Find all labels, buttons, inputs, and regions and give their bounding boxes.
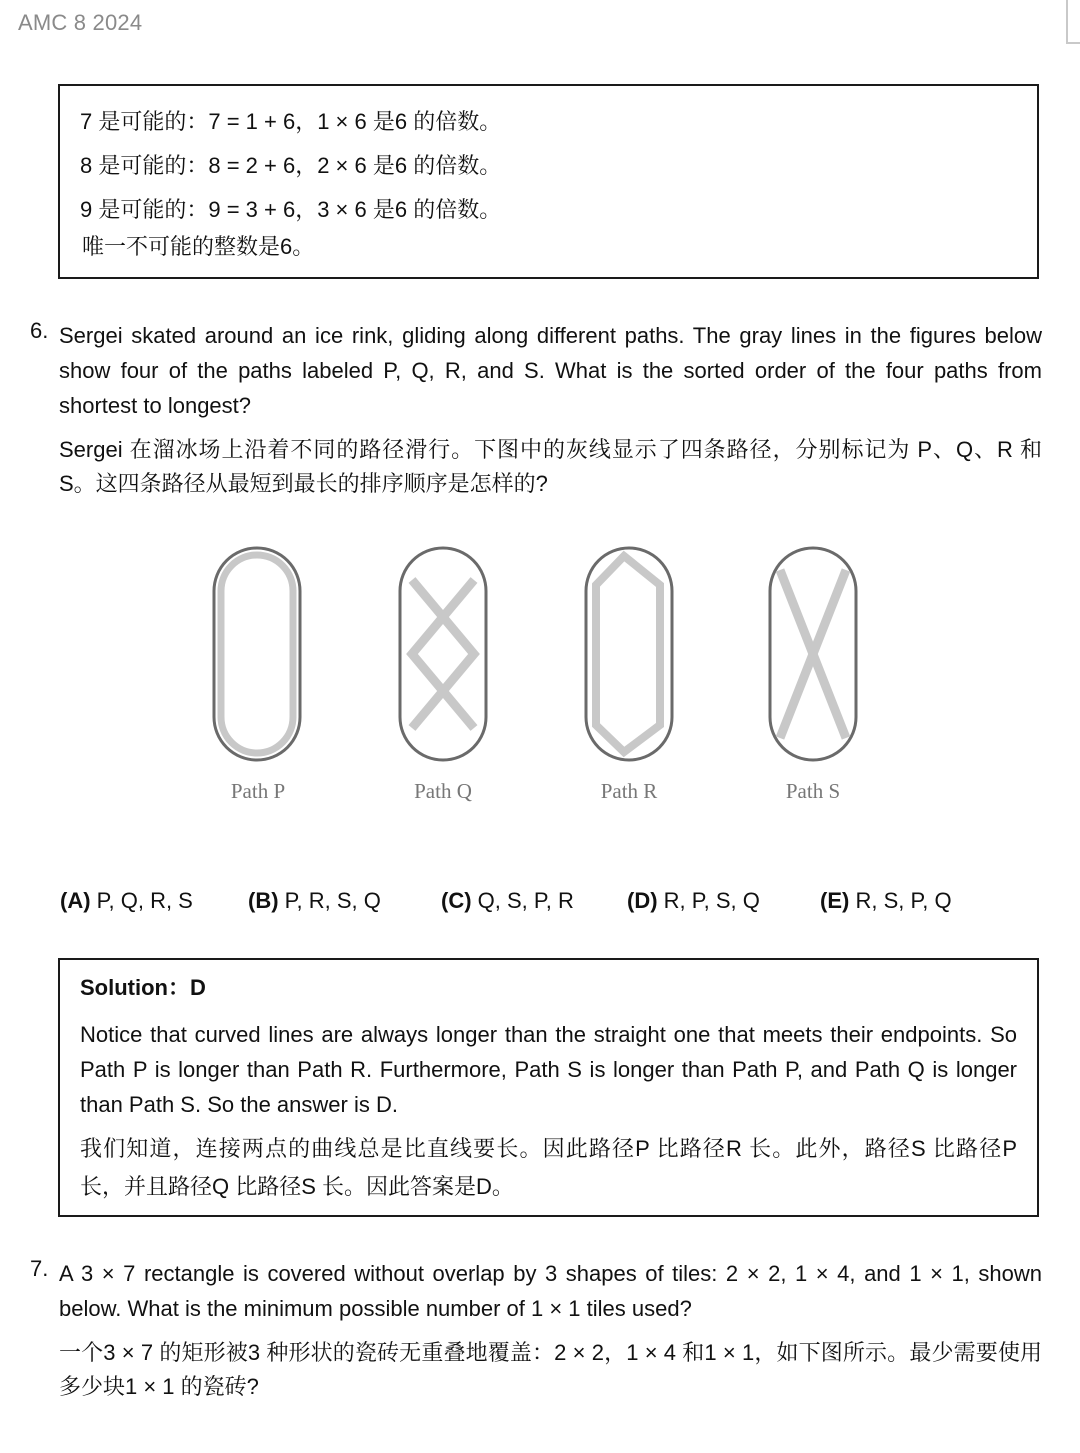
solution-line: 9 是可能的：9 = 3 + 6，3 × 6 是6 的倍数。 — [80, 197, 502, 222]
choice-letter: (A) — [60, 888, 91, 913]
path-p-label: Path P — [230, 779, 286, 803]
page-corner-mark — [1066, 0, 1080, 44]
choice-letter: (B) — [248, 888, 279, 913]
solution-title: Solution：D — [80, 975, 206, 1000]
question-text-en: Sergei skated around an ice rink, gliding along different paths. The gray lines in the figures below show four of the paths labeled P, Q, R, and S. What is the sorted order of the four paths from shortest to longest? — [59, 323, 1042, 418]
solution-line: 唯一不可能的整数是6。 — [82, 234, 315, 259]
oval-outline — [214, 548, 300, 760]
choice-d[interactable] — [627, 888, 820, 914]
question-number: 7. — [30, 1256, 49, 1281]
path-r-line — [596, 556, 660, 752]
choice-c[interactable] — [441, 888, 627, 914]
question-number: 6. — [30, 318, 49, 343]
question-text-cn: Sergei 在溜冰场上沿着不同的路径滑行。下图中的灰线显示了四条路径，分别标记为 P、Q、R 和 S。这四条路径从最短到最长的排序顺序是怎样的? — [59, 437, 1042, 496]
choice-b[interactable] — [248, 888, 441, 914]
solution-text-en: Notice that curved lines are always longer than the straight one that meets their endpoints. So Path P is longer than Path R. Furthermore, Path S is longer than Path P, and Path Q is longer than Path S. So the answer is D. — [80, 1022, 1017, 1117]
path-p-line — [221, 555, 293, 753]
path-q-line — [412, 580, 474, 728]
paths-figure — [200, 540, 880, 820]
choice-a[interactable] — [60, 888, 248, 914]
path-r-label: Path R — [600, 779, 658, 803]
choice-letter: (C) — [441, 888, 472, 913]
solution-line: 8 是可能的：8 = 2 + 6，2 × 6 是6 的倍数。 — [80, 153, 502, 178]
question-7 — [30, 1256, 1042, 1404]
path-q-line — [412, 580, 474, 728]
choice-text: R, P, S, Q — [663, 888, 760, 913]
path-r-figure — [586, 548, 672, 760]
path-s-label: Path S — [785, 779, 841, 803]
page-header: AMC 8 2024 — [18, 10, 143, 35]
previous-solution-box — [58, 84, 1039, 279]
path-s-figure — [770, 548, 856, 760]
choice-text: P, R, S, Q — [284, 888, 381, 913]
question-text-en: A 3 × 7 rectangle is covered without overlap by 3 shapes of tiles: 2 × 2, 1 × 4, and 1 × 1, shown below. What is the minimum possible number of 1 × 1 tiles used? — [59, 1261, 1042, 1321]
question-6 — [30, 318, 1042, 501]
solution-line: 7 是可能的：7 = 1 + 6，1 × 6 是6 的倍数。 — [80, 109, 502, 134]
path-p-figure — [214, 548, 300, 760]
choice-text: R, S, P, Q — [855, 888, 952, 913]
question-text-cn: 一个3 × 7 的矩形被3 种形状的瓷砖无重叠地覆盖：2 × 2，1 × 4 和1 × 1，如下图所示。最少需要使用多少块1 × 1 的瓷砖? — [59, 1340, 1042, 1399]
choice-e[interactable] — [820, 888, 952, 914]
solution-text-cn: 我们知道，连接两点的曲线总是比直线要长。因此路径P 比路径R 长。此外，路径S 比路径P 长，并且路径Q 比路径S 长。因此答案是D。 — [80, 1136, 1017, 1199]
solution-box — [58, 958, 1039, 1217]
choice-letter: (D) — [627, 888, 658, 913]
answer-choices — [60, 888, 952, 914]
choice-text: P, Q, R, S — [96, 888, 193, 913]
choice-letter: (E) — [820, 888, 850, 913]
path-q-label: Path Q — [414, 779, 472, 803]
choice-text: Q, S, P, R — [477, 888, 574, 913]
path-q-figure — [400, 548, 486, 760]
